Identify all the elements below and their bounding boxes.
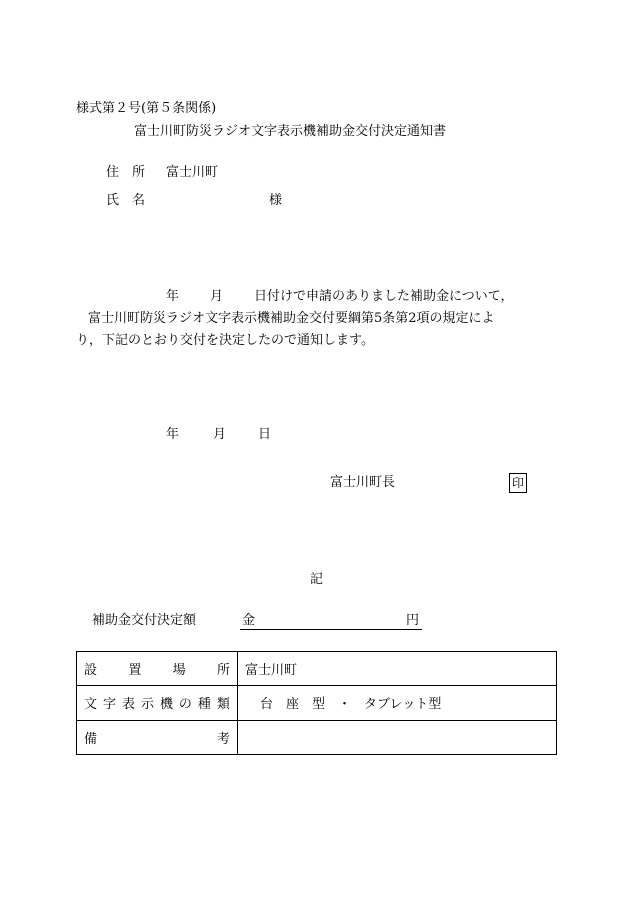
- form-number: 様式第２号(第５条関係): [76, 101, 217, 116]
- amount-prefix: 金: [242, 613, 256, 628]
- address-label: 住 所: [106, 165, 146, 180]
- label-char: 置: [128, 663, 142, 679]
- location-label-cell: [77, 652, 238, 686]
- notice-month-label: 月: [210, 289, 224, 304]
- amount-field: [240, 611, 422, 630]
- signatory-title: 富士川町長: [330, 475, 396, 490]
- label-char: 考: [216, 731, 230, 747]
- table-row-location: [77, 652, 557, 686]
- notice-line-2: 富士川町防災ラジオ文字表示機補助金交付要綱第5条第2項の規定によ: [88, 311, 495, 326]
- type-label-cell: [77, 686, 238, 720]
- amount-unit: 円: [406, 613, 420, 628]
- label-char: 設: [84, 663, 98, 679]
- label-char: の: [178, 697, 192, 713]
- label-char: 備: [84, 731, 98, 747]
- notice-line-1-tail: 日付けで申請のありました補助金について，: [254, 289, 514, 304]
- name-label: 氏 名: [106, 193, 146, 208]
- remarks-value: [238, 720, 557, 754]
- date-day-label: 日: [258, 427, 272, 442]
- notice-line-3: り，下記のとおり交付を決定したので通知します。: [76, 333, 374, 348]
- label-char: 字: [102, 697, 116, 713]
- label-char: 所: [216, 663, 230, 679]
- label-char: 表: [121, 697, 135, 713]
- location-value: 富士川町: [238, 652, 557, 686]
- date-year-label: 年: [166, 427, 180, 442]
- label-char: 示: [140, 697, 154, 713]
- label-char: 機: [159, 697, 173, 713]
- address-value: 富士川町: [166, 165, 219, 180]
- remarks-label: [84, 728, 230, 747]
- record-heading: 記: [310, 572, 324, 587]
- info-table: [76, 651, 557, 755]
- location-label: [84, 659, 230, 678]
- seal-stamp: 印: [509, 473, 527, 493]
- label-char: 種: [197, 697, 211, 713]
- type-label: [84, 693, 230, 712]
- label-char: 類: [216, 697, 230, 713]
- document-title: 富士川町防災ラジオ文字表示機補助金交付決定通知書: [134, 124, 447, 139]
- table-row-type: [77, 686, 557, 720]
- label-char: 文: [84, 697, 98, 713]
- notice-body: [76, 286, 556, 352]
- notice-year-label: 年: [166, 289, 180, 304]
- label-char: 場: [172, 663, 186, 679]
- amount-label: 補助金交付決定額: [92, 613, 197, 628]
- remarks-label-cell: [77, 720, 238, 754]
- notice-line-1: [76, 286, 556, 308]
- date-month-label: 月: [213, 427, 227, 442]
- table-row-remarks: [77, 720, 557, 754]
- type-value: 台 座 型 ・ タブレット型: [238, 686, 557, 720]
- honorific: 様: [269, 193, 283, 208]
